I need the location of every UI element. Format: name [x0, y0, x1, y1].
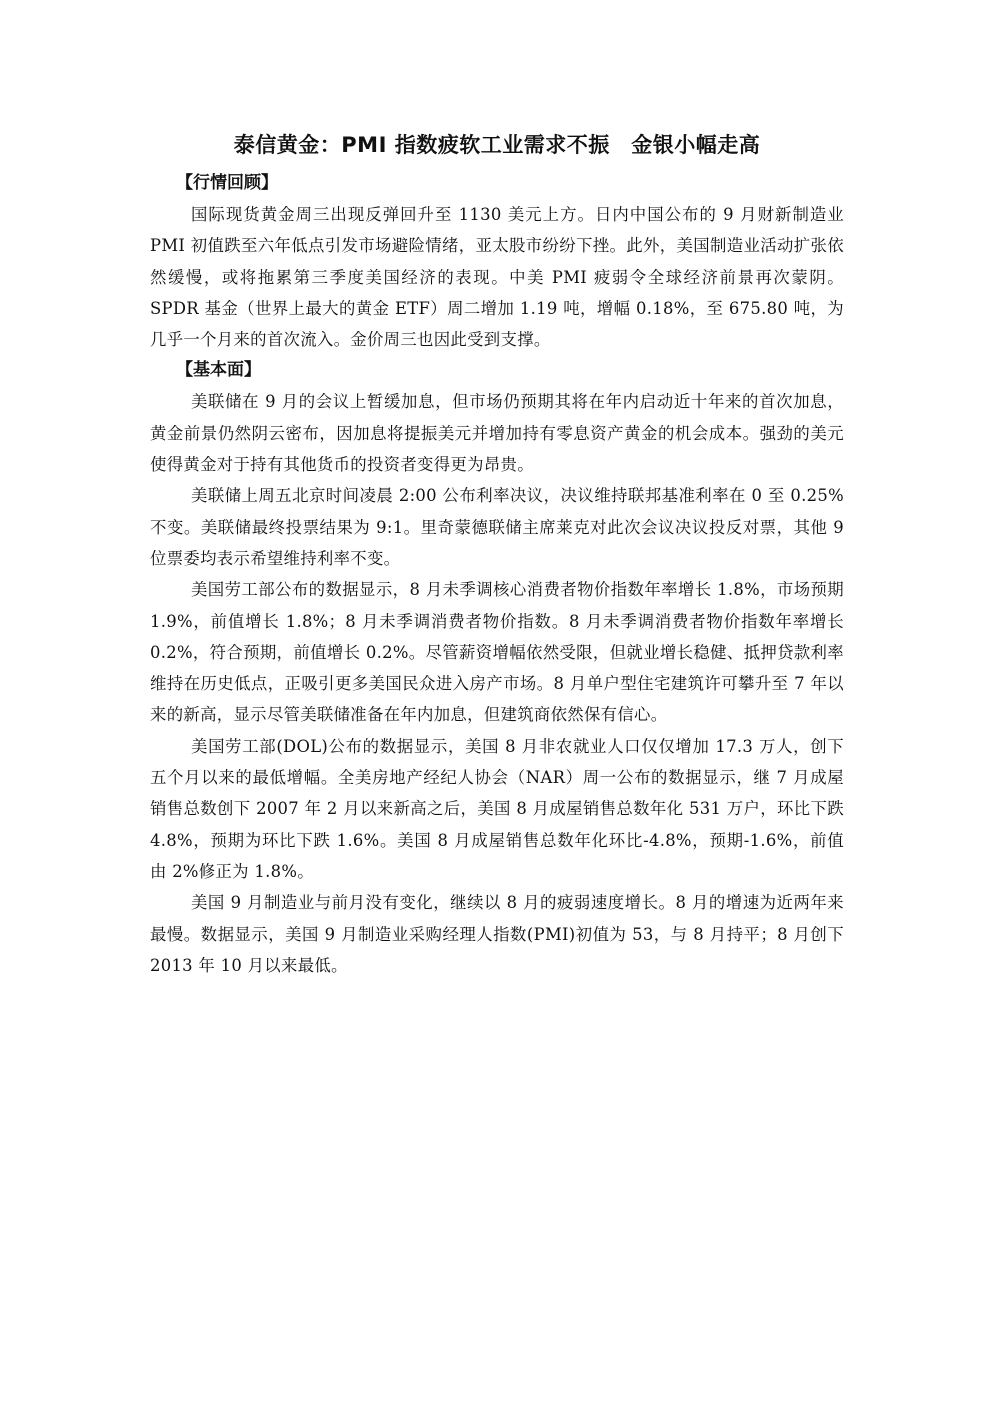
document-title: 泰信黄金：PMI 指数疲软工业需求不振 金银小幅走高 — [233, 133, 761, 157]
section-fundamentals — [150, 355, 844, 981]
paragraph: 国际现货黄金周三出现反弹回升至 1130 美元上方。日内中国公布的 9 月财新制造业 PMI 初值跌至六年低点引发市场避险情绪，亚太股市纷纷下挫。此外，美国制造业活动扩张依然缓慢，或将拖累第三季度美国经济的表现。中美 PMI 疲弱令全球经济前景再次蒙阴。SPDR 基金（世界上最大的黄金 ETF）周二增加 1.19 吨，增幅 0.18%，至 675.80 吨，为几乎一个月来的首次流入。金价周三也因此受到支撑。 — [150, 205, 844, 350]
section-heading-fundamentals: 【基本面】 — [176, 360, 261, 381]
document-page — [150, 128, 844, 981]
paragraph: 美国 9 月制造业与前月没有变化，继续以 8 月的疲弱速度增长。8 月的增速为近两年来最慢。数据显示，美国 9 月制造业采购经理人指数(PMI)初值为 53，与 8 月持平；8 月创下 2013 年 10 月以来最低。 — [150, 893, 844, 975]
paragraph: 美国劳工部公布的数据显示，8 月未季调核心消费者物价指数年率增长 1.8%，市场预期 1.9%，前值增长 1.8%；8 月未季调消费者物价指数。8 月未季调消费者物价指数年率增长 0.2%，符合预期，前值增长 0.2%。尽管薪资增幅依然受限，但就业增长稳健、抵押贷款利率维持在历史低点，正吸引更多美国民众进入房产市场。8 月单户型住宅建筑许可攀升至 7 年以来的新高，显示尽管美联储准备在年内加息，但建筑商依然保有信心。 — [150, 580, 844, 725]
section-heading-market-review: 【行情回顾】 — [176, 173, 278, 193]
section-market-review — [150, 168, 844, 355]
paragraph: 美联储上周五北京时间凌晨 2:00 公布利率决议，决议维持联邦基准利率在 0 至 0.25%不变。美联储最终投票结果为 9:1。里奇蒙德联储主席莱克对此次会议决议投反对票，其他 9 位票委均表示希望维持利率不变。 — [150, 486, 844, 568]
paragraph: 美联储在 9 月的会议上暂缓加息，但市场仍预期其将在年内启动近十年来的首次加息，黄金前景仍然阴云密布，因加息将提振美元并增加持有零息资产黄金的机会成本。强劲的美元使得黄金对于持有其他货币的投资者变得更为昂贵。 — [150, 392, 844, 475]
paragraph: 美国劳工部(DOL)公布的数据显示，美国 8 月非农就业人口仅仅增加 17.3 万人，创下五个月以来的最低增幅。全美房地产经纪人协会（NAR）周一公布的数据显示，继 7 月成屋销售总数创下 2007 年 2 月以来新高之后，美国 8 月成屋销售总数年化 531 万户，环比下跌 4.8%，预期为环比下跌 1.6%。美国 8 月成屋销售总数年化环比-4.8%，预期-1.6%，前值由 2%修正为 1.8%。 — [150, 736, 844, 881]
